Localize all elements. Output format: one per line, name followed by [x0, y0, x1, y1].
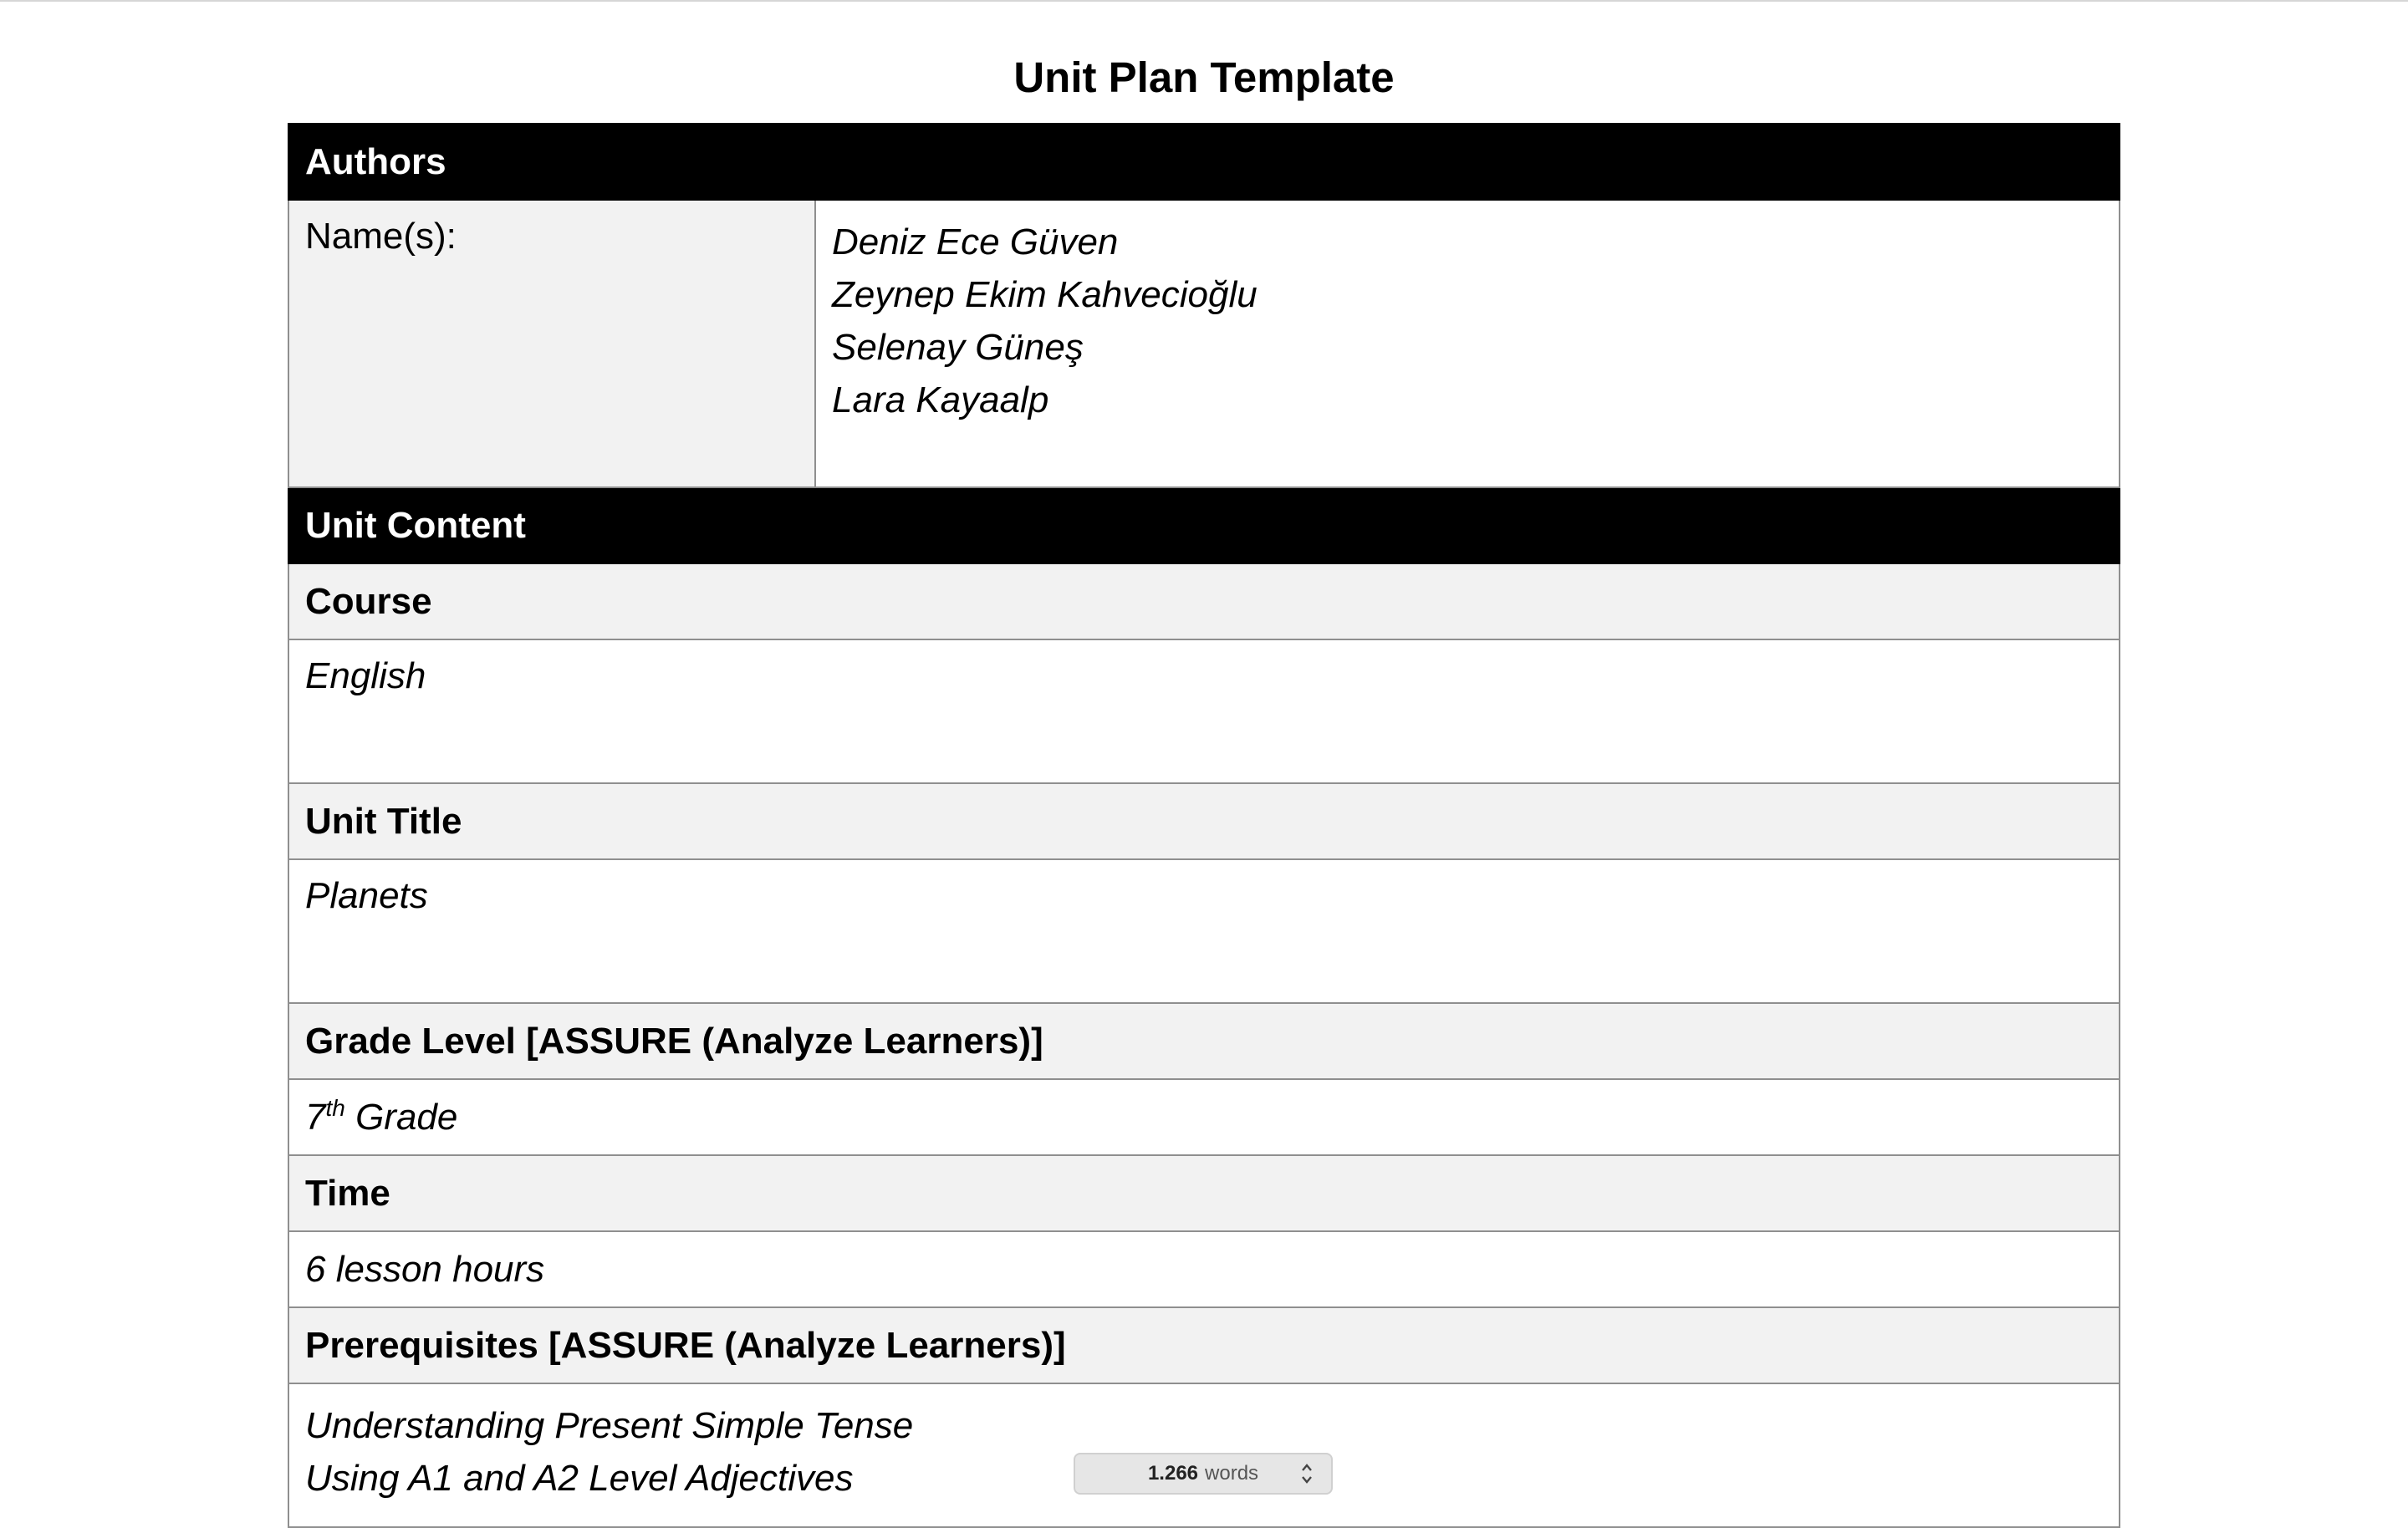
author-name: Zeynep Ekim Kahvecioğlu: [832, 274, 1258, 315]
grade-level-value[interactable]: [288, 1079, 2120, 1155]
author-name: Selenay Güneş: [832, 327, 1084, 368]
time-value[interactable]: 6 lesson hours: [288, 1231, 2120, 1307]
names-value-cell[interactable]: [815, 200, 2120, 487]
grade-ordinal-suffix: th: [325, 1094, 345, 1121]
document-title: Unit Plan Template: [1013, 53, 1395, 101]
prerequisite-item: Using A1 and A2 Level Adjectives: [305, 1458, 854, 1499]
prerequisites-label-row: [288, 1307, 2120, 1383]
unit-title-label[interactable]: Unit Title: [288, 783, 2120, 859]
grade-number: 7: [305, 1096, 326, 1138]
word-count-unit: words: [1205, 1462, 1259, 1485]
grade-level-label[interactable]: Grade Level [ASSURE (Analyze Learners)]: [288, 1003, 2120, 1079]
time-label[interactable]: Time: [288, 1155, 2120, 1231]
author-name: Lara Kayaalp: [832, 379, 1049, 420]
word-count-number: 1.266: [1147, 1462, 1199, 1485]
grade-suffix: Grade: [344, 1096, 458, 1138]
authors-header[interactable]: Authors: [288, 124, 2120, 200]
unit-title-value-row: [288, 859, 2120, 1003]
unit-content-header-row: [288, 487, 2120, 563]
grade-level-value-row: [288, 1079, 2120, 1155]
authors-header-row: [288, 124, 2120, 200]
word-count-control[interactable]: [1074, 1453, 1333, 1495]
unit-title-label-row: [288, 783, 2120, 859]
course-value-row: [288, 639, 2120, 783]
course-value[interactable]: English: [288, 639, 2120, 783]
unit-title-value[interactable]: Planets: [288, 859, 2120, 1003]
author-name: Deniz Ece Güven: [832, 222, 1119, 262]
course-label[interactable]: Course: [288, 563, 2120, 639]
time-label-row: [288, 1155, 2120, 1231]
unit-content-header[interactable]: Unit Content: [288, 487, 815, 563]
top-divider: [0, 0, 2408, 2]
up-down-chevron-icon: [1301, 1461, 1313, 1486]
unit-content-header-blank[interactable]: [815, 487, 2120, 563]
course-label-row: [288, 563, 2120, 639]
grade-level-label-row: [288, 1003, 2120, 1079]
prerequisite-item: Understanding Present Simple Tense: [305, 1405, 914, 1446]
authors-names-row: [288, 200, 2120, 487]
time-value-row: [288, 1231, 2120, 1307]
unit-plan-table: [288, 123, 2120, 1528]
names-label[interactable]: Name(s):: [288, 200, 815, 487]
prerequisites-label[interactable]: Prerequisites [ASSURE (Analyze Learners)]: [288, 1307, 2120, 1383]
